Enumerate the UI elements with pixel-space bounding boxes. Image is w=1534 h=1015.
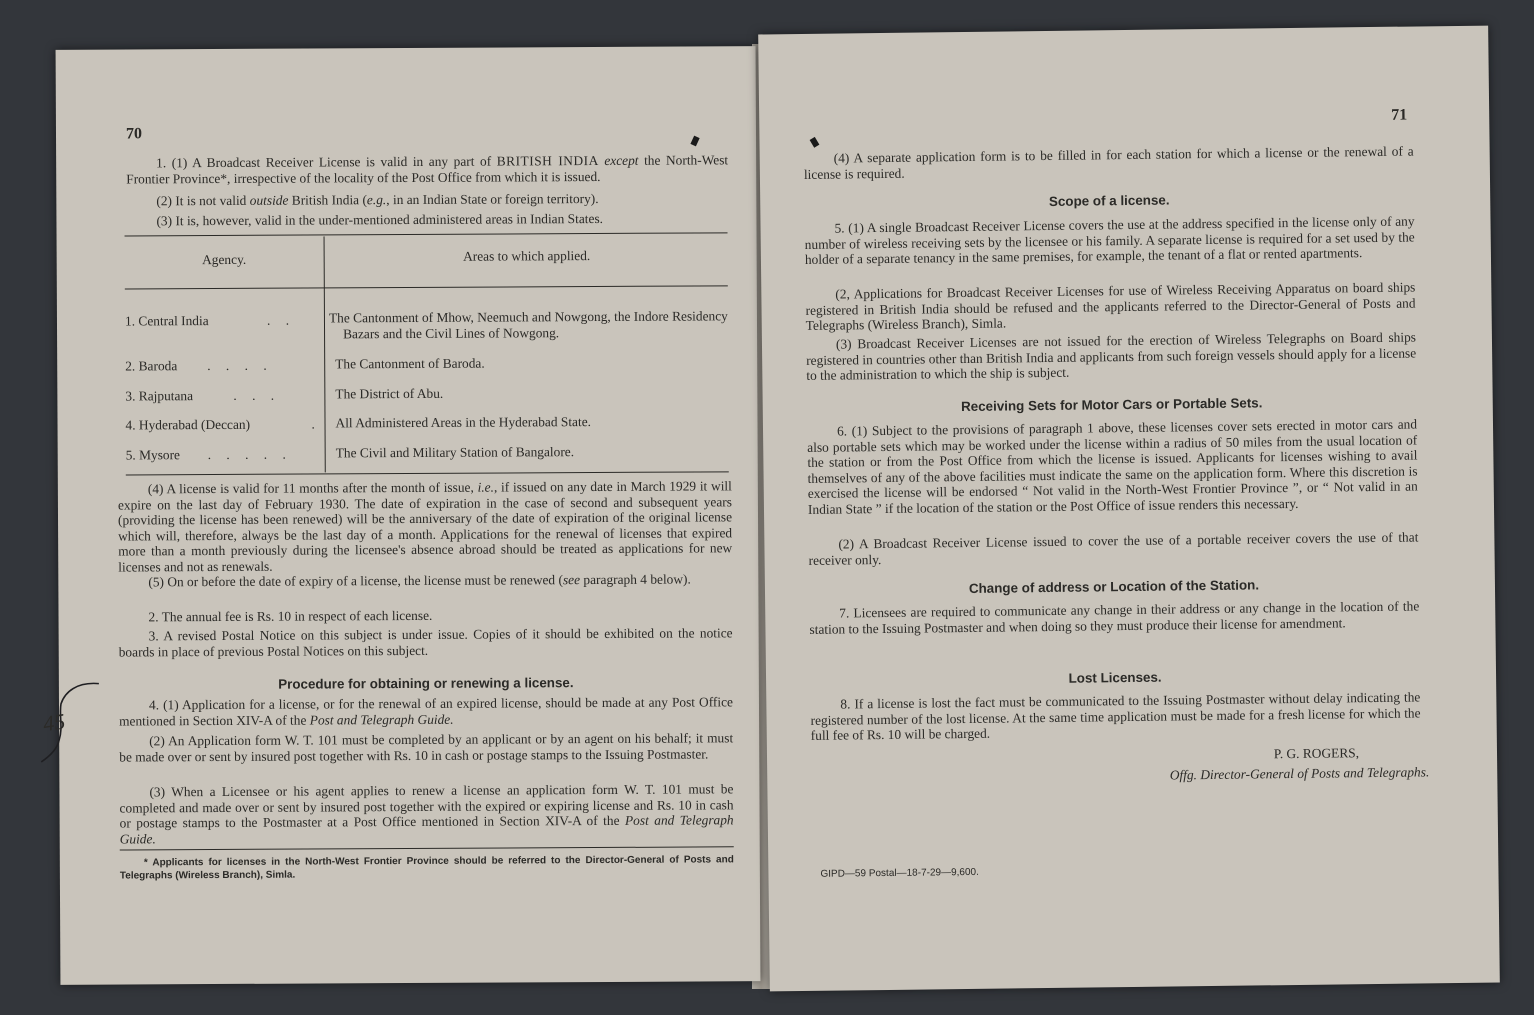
para-1-2-c: British India ( [291,192,367,208]
footnote-rule [120,846,734,850]
table-cell-agency: 4. Hyderabad (Deccan) [125,416,251,433]
para-5-3: (3) Broadcast Receiver Licenses are not issued for the erection of Wireless Telegraphs on Board ships registered in countries other than British India and applicants from such foreign vessels should apply for a license to the administration to which the ship is subject. [806,329,1417,384]
heading-change-of-address: Change of address or Location of the Station. [968,577,1260,596]
handwritten-margin-number: 45 [41,708,67,737]
table-cell-area: The District of Abu. [335,385,444,402]
footnote: * Applicants for licenses in the North-West Frontier Province should be referred to the Director-General of Posts and Telegraphs (Wireless Branch), Simla. [119,854,734,882]
heading-procedure: Procedure for obtaining or renewing a license. [278,675,574,692]
ink-blot [810,137,820,148]
table-row [125,357,320,374]
table-cell-area: The Civil and Military Station of Bangalore. [335,444,575,461]
table-cell-agency: 3. Rajputana [125,388,194,404]
para-1-4 [118,478,732,575]
para-4-1-guide: Post and Telegraph Guide. [309,711,454,728]
printer-imprint: GIPD—59 Postal—18-7-29—9,600. [820,866,979,880]
table-cell-agency: 1. Central India [124,313,209,329]
para-1-1 [126,152,728,186]
para-1-2-e: , in an Indian State or foreign territory). [386,190,599,208]
para-4-3 [119,781,733,847]
para-3: 3. A revised Postal Notice on this subject is under issue. Copies of it should be exhibited on the notice boards in place of previous Postal Notices on this subject. [118,625,733,660]
table-cell-area: All Administered Areas in the Hyderabad State. [335,414,592,431]
para-4-2: (2) An Application form W. T. 101 must be completed by an applicant or by an agent on his behalf; it must be made over or sent by insured post together with Rs. 10 in cash or postage stamps to the Issuing Postmaster. [119,730,734,765]
heading-lost-licenses: Lost Licenses. [1068,669,1162,686]
table-row [126,446,321,463]
table-cell-dots: . . . [233,387,281,403]
signature-title: Offg. Director-General of Posts and Telegraphs. [1169,764,1430,783]
para-1-5-c: paragraph 4 below). [583,571,691,588]
page-number-right: 71 [1391,106,1408,124]
para-1-2-eg: e.g. [366,192,387,208]
para-1-2 [126,190,728,209]
table-cell-dots: . [311,416,321,432]
table-header-areas: Areas to which applied. [463,248,591,264]
table-header-rule [125,285,728,289]
table-cell-dots: . . . . . [207,446,292,463]
table-cell-agency: 2. Baroda [125,358,178,374]
table-column-divider [324,236,326,472]
left-page [41,46,761,985]
table-cell-agency: 5. Mysore [125,447,181,463]
para-1-1-text: 1. (1) A Broadcast Receiver License is valid in any part of [156,153,492,171]
table-cell-area [329,308,729,341]
para-6-1: 6. (1) Subject to the provisions of paragraph 1 above, these licenses cover sets erected in motor cars and also portable sets which may be worked under the license within a radius of 50 miles from the usual location of the station or from the Post Office from which the license is issued. Applicants for licenses wishing to avail themselves of any of the above facilities must indicate the same on the application form. Where this discretion is exercised the license will be endorsed “ Not valid in the North-West Frontier Province ”, or “ Not valid in an Indian State ” if the location of the station or the Post Office of issue renders this necessary. [807,416,1418,517]
para-1-5-a: (5) On or before the date of expiry of a license, the license must be renewed ( [148,572,563,590]
para-1-1-rest: the North-West Frontier Province*, irrespective of the locality of the Post Office from which it is issued. [126,152,729,187]
table-header-agency: Agency. [202,251,247,268]
para-5-1: 5. (1) A single Broadcast Receiver License covers the use at the address specified in the license only of any number of wireless receiving sets by the licensee or his family. A separate license is required for a set used by the holder of a separate tenancy in the same premises, for example, the tenant of a flat or rented apartments. [804,213,1415,268]
para-1-4-ie: i.e. [477,479,494,495]
table-row [125,387,320,404]
para-1-3: (3) It is, however, valid in the under-mentioned administered areas in Indian States. [156,210,604,229]
para-1-4-a: (4) A license is valid for 11 months after the month of issue, [147,479,474,497]
para-1-2-outside: outside [249,192,289,208]
para-1-5 [118,571,732,590]
para-4-3-a: (3) When a Licensee or his agent applies to renew a license an application form W. T. 101 must be completed and made over or sent by insured post together with the expired or expiring license and Rs. 10 in cash or postage stamps to the Postmaster at a Post Office mentioned in Section XIV-A of the [119,781,734,831]
para-1-1-british-india: BRITISH INDIA [496,152,599,169]
table-cell-area-text: The Cantonment of Mhow, Neemuch and Nowgong, the Indore Residency Bazars and the Civil Lines of Nowgong. [328,308,728,341]
table-cell-dots: . . [266,312,296,328]
para-8: 8. If a license is lost the fact must be communicated to the Issuing Postmaster without delay indicating the registered number of the lost license. At the same time application must be made for a fresh license for which the full fee of Rs. 10 will be charged. [810,689,1421,744]
table-cell-dots: . . . . [207,357,273,374]
para-4-4: (4) A separate application form is to be filled in for each station for which a license or the renewal of a license is required. [803,143,1414,182]
ink-blot [690,136,699,147]
table-row [125,312,320,329]
para-4-1-a: 4. (1) Application for a license, or for the renewal of an expired license, should be made at any Post Office mentioned in Section XIV-A of the [119,694,734,729]
table-cell-area: The Cantonment of Baroda. [335,355,485,372]
table-bottom-rule [126,471,729,475]
para-7: 7. Licensees are required to communicate any change in their address or any change in the location of the station to the Issuing Postmaster and when doing so they must produce their license for amendment. [809,598,1420,637]
right-page [758,26,1500,992]
para-1-2-a: (2) It is not valid [156,192,247,209]
para-5-2: (2, Applications for Broadcast Receiver Licenses for use of Wireless Receiving Apparatus on board ships registered in British India should be refused and the applicants referred to the Director-General of Posts and Telegraphs (Wireless Branch), Simla. [805,279,1416,334]
heading-scope: Scope of a license. [1048,192,1170,209]
para-1-5-see: see [562,572,581,588]
table-row [125,416,320,433]
signature-name: P. G. ROGERS, [1273,745,1360,762]
heading-motor-cars: Receiving Sets for Motor Cars or Portable Sets. [960,395,1263,415]
para-4-1 [119,694,733,728]
para-6-2: (2) A Broadcast Receiver License issued to cover the use of a portable receiver covers the use of that receiver only. [808,529,1419,568]
para-4-3-guide: Post and Telegraph Guide. [119,812,734,847]
page-number-left: 70 [125,125,143,143]
para-2: 2. The annual fee is Rs. 10 in respect of each license. [148,607,433,625]
para-1-4-c: , if issued on any date in March 1929 it will expire on the last day of February 1930. The date of expiration in the case of second and subsequent years (providing the license has been renewed) will be the anniversary of the date of expiration of the original license which will, therefore, always be the last day of a month. Applications for the renewal of licenses that expired more than a month previously during the licensee's absence abroad should be treated as applications for new licenses and not as renewals. [117,478,733,575]
para-1-1-except: except [604,152,639,168]
table-top-rule [125,232,728,236]
